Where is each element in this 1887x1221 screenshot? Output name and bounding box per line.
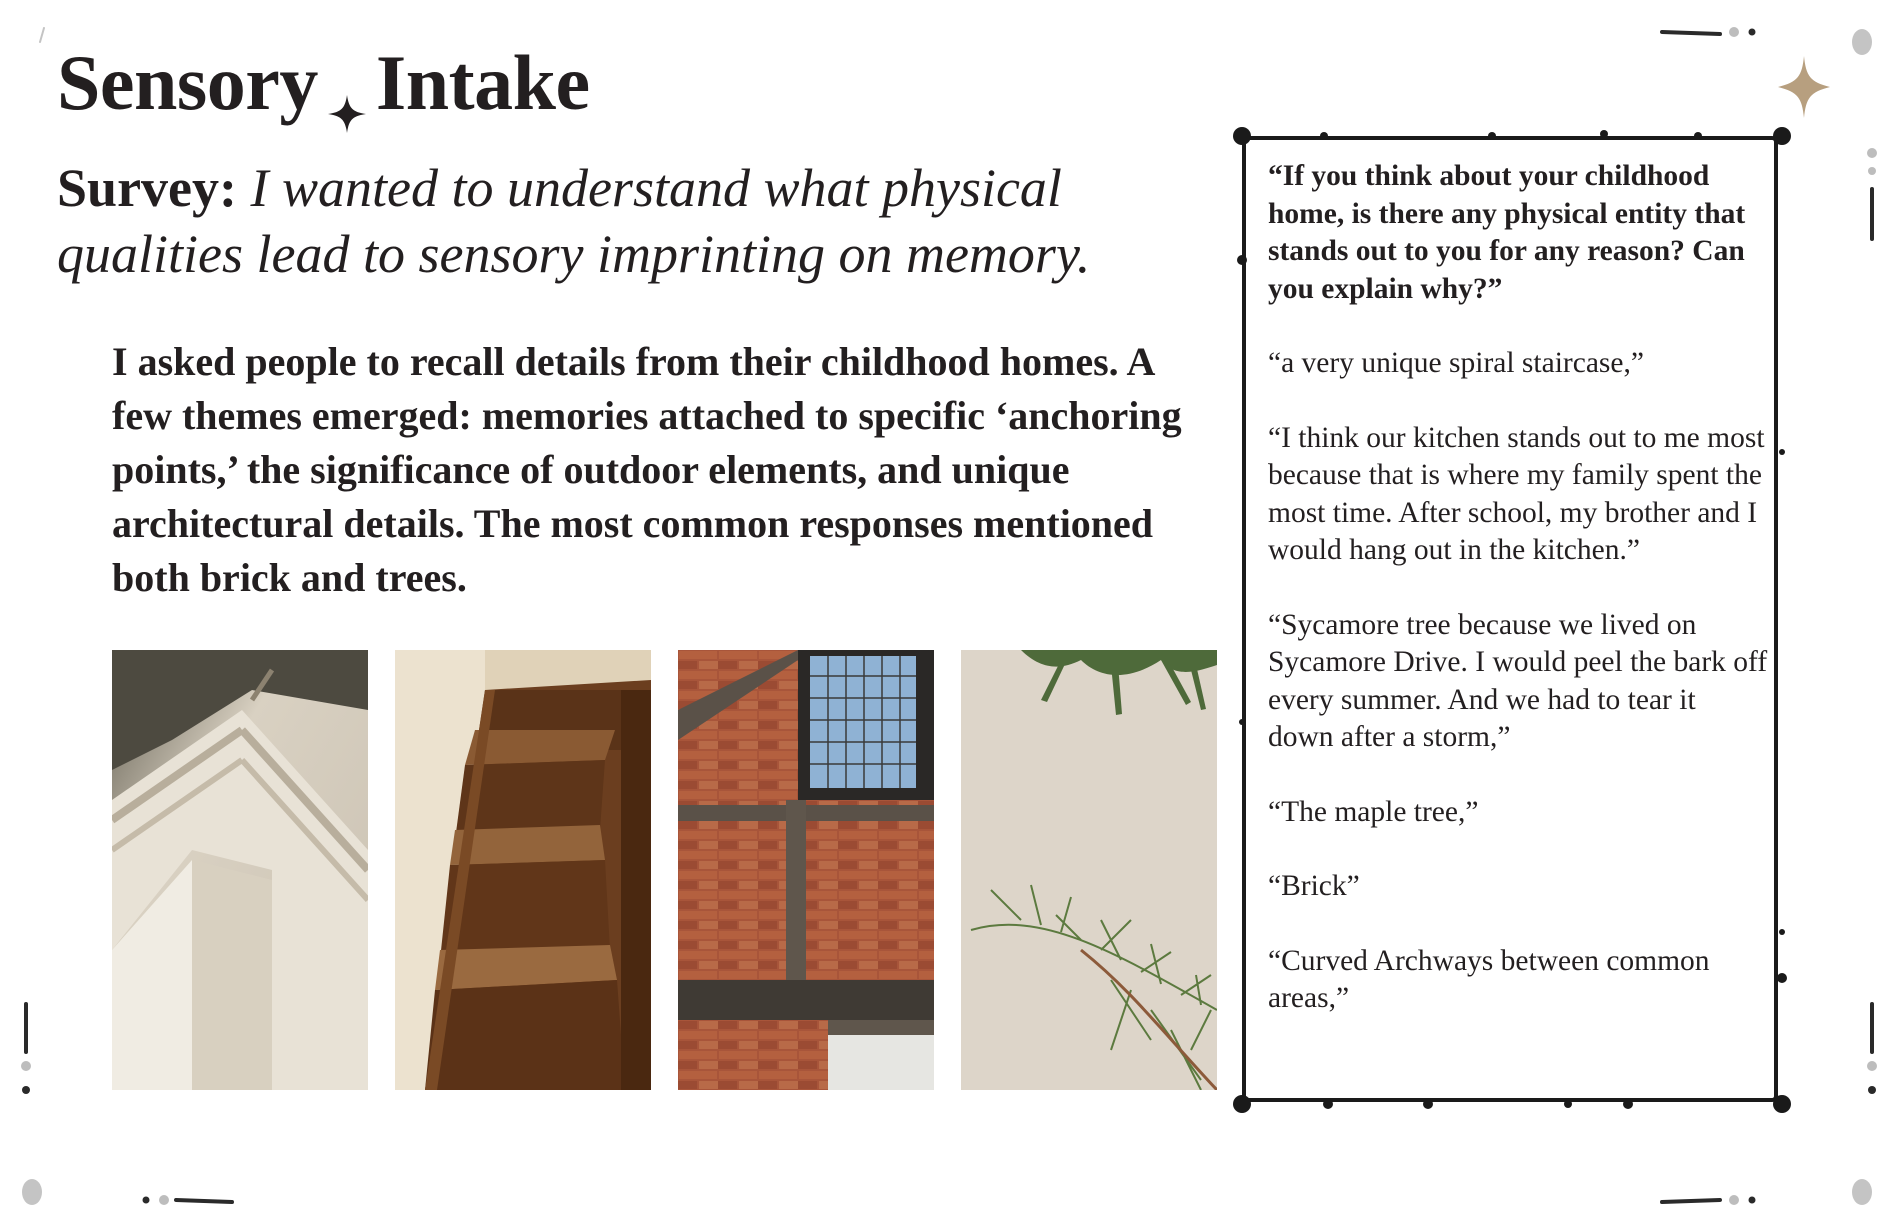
corner-dash-bottom-left (136, 1190, 236, 1210)
response-item: “Brick” (1268, 870, 1360, 902)
corner-tick-top-left (38, 24, 48, 44)
corner-dash-bottom-right (1660, 1190, 1760, 1210)
response-item: “a very unique spiral staircase,” (1268, 347, 1644, 379)
survey-responses (1268, 158, 1768, 1055)
sparkle-icon (328, 68, 366, 106)
survey-question: I wanted to understand what physical qualities lead to sensory imprinting on memory. (57, 158, 1091, 284)
response-item: “I think our kitchen stands out to me most because that is where my family spent the most time. After school, my brother and I would hang out in the kitchen.” (1268, 421, 1765, 566)
corner-blob-bottom-right (1850, 1176, 1874, 1208)
side-marks-left-lower (16, 1000, 36, 1100)
accent-sparkle-icon (1778, 56, 1830, 118)
survey-prompt: “If you think about your childhood home, is there any physical entity that stands out to you for any reason? Can you explain why?” (1268, 160, 1746, 305)
corner-dash-top-right (1660, 22, 1760, 42)
findings-paragraph: I asked people to recall details from their childhood homes. A few themes emerged: memories attached to specific ‘anchoring points,’ the significance of outdoor elements, and unique architectural details. The most common responses mentioned both brick and trees. (112, 339, 1182, 600)
page-title (57, 39, 590, 126)
response-item: “The maple tree,” (1268, 795, 1479, 828)
survey-label: Survey: (57, 158, 237, 218)
response-item: “Sycamore tree because we lived on Sycamore Drive. I would peel the bark off every summer. And we had to tear it down after a storm,” (1268, 608, 1768, 753)
side-marks-right-upper (1862, 145, 1882, 245)
brick-timber-wall-photo (678, 650, 934, 1090)
wooden-staircase-photo (395, 650, 651, 1090)
response-item: “Curved Archways between common areas,” (1268, 944, 1710, 1014)
title-right: Intake (375, 39, 590, 126)
corner-blob-top-right (1850, 26, 1874, 58)
evergreen-branch-photo (961, 650, 1217, 1090)
crown-molding-photo (112, 650, 368, 1090)
survey-statement (57, 155, 1167, 287)
corner-blob-bottom-left (20, 1176, 44, 1208)
title-left: Sensory (57, 39, 318, 126)
side-marks-right-lower (1862, 1000, 1882, 1100)
